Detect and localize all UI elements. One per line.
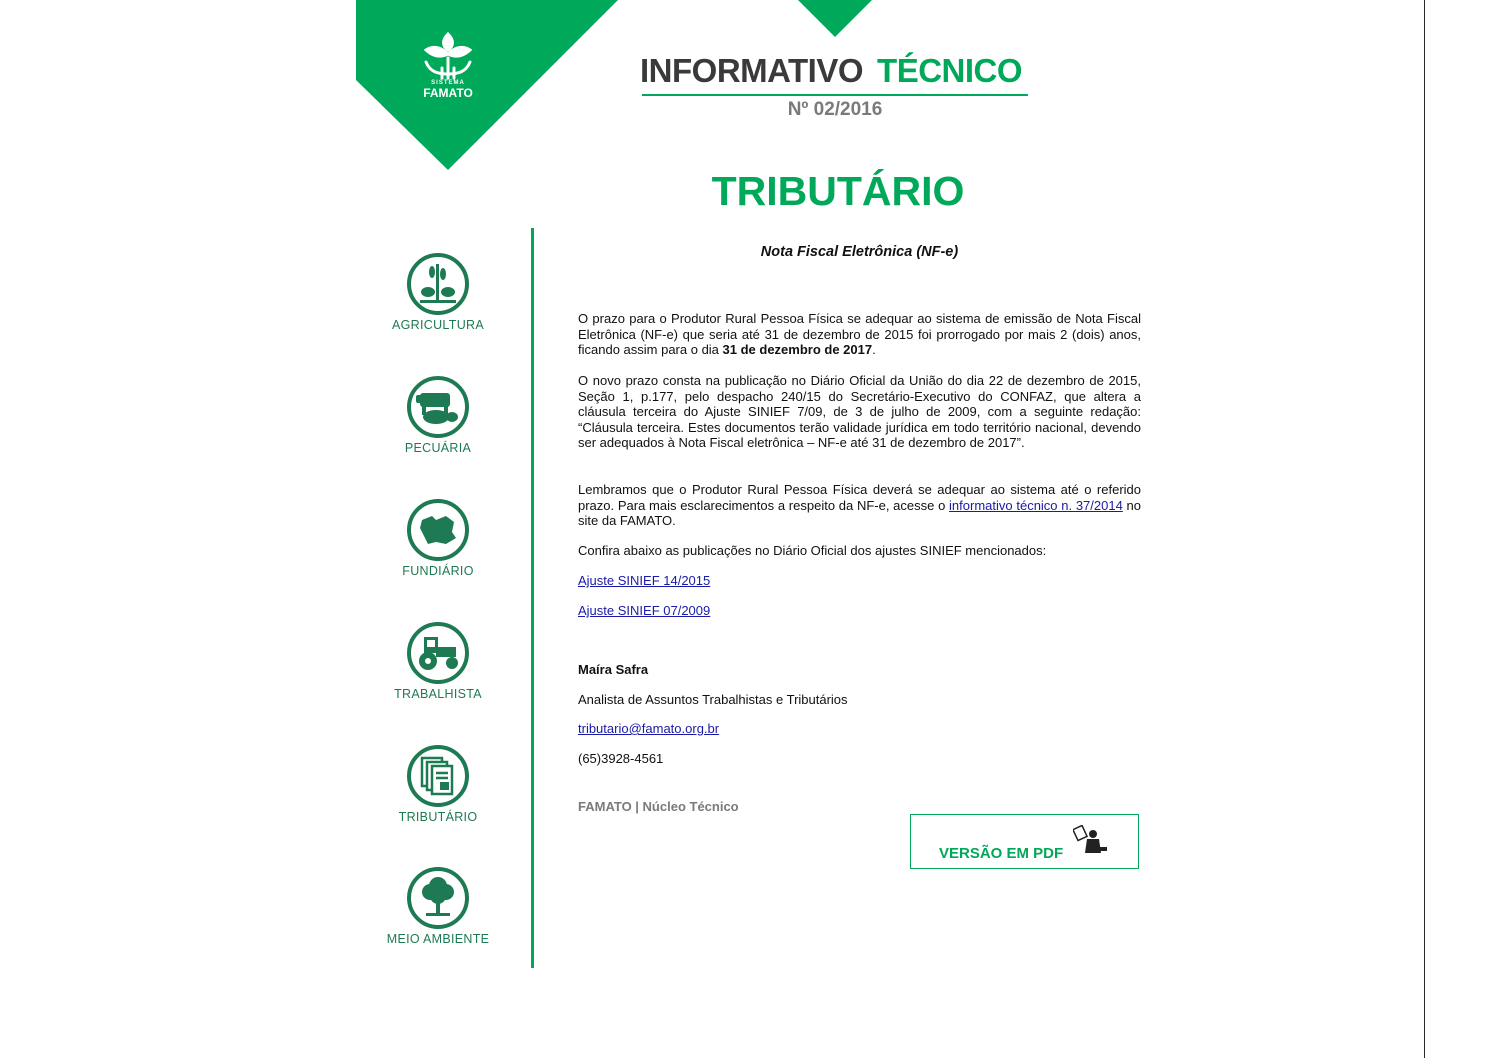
sinief-link-2-row [578,603,1141,619]
author-email-row [578,721,1141,737]
agriculture-icon [406,252,470,316]
category-label: FUNDIÁRIO [402,564,474,578]
author-role: Analista de Assuntos Trabalhistas e Tributários [578,692,848,707]
header-title [640,52,1030,90]
category-label: PECUÁRIA [404,441,472,455]
article-subtitle: Nota Fiscal Eletrônica (NF-e) [760,244,959,260]
page-edge-line [1424,0,1425,1058]
header-title-word1: INFORMATIVO [640,52,864,89]
category-agriculture[interactable] [378,252,498,332]
p2-text: O novo prazo consta na publicação no Diário Oficial da União do dia 22 de dezembro de 2015, Seção 1, p.177, pelo despacho 240/15 do Secretário-Executivo do CONFAZ, que altera a cláusula terceira do Ajuste SINIEF 7/09, de 3 de julho de 2009, com a seguinte redação: “Cláusula terceira. Estes documentos terão validade jurídica em todo território nacional, devendo ser adequados à Nota Fiscal eletrônica – NF-e até 31 de dezembro de 2017”. [578,373,1141,451]
sinief-14-2015-link[interactable]: Ajuste SINIEF 14/2015 [578,573,711,588]
p1-bold-date: 31 de dezembro de 2017 [722,342,873,358]
p1-text: O prazo para o Produtor Rural Pessoa Física se adequar ao sistema de emissão de Nota Fiscal Eletrônica (NF-e) que seria até 31 de dezembro de 2015 foi prorrogado por mais 2 (dois) anos, ficando assim para o dia [578,311,1141,358]
category-label: TRIBUTÁRIO [398,810,478,824]
category-label: MEIO AMBIENTE [386,932,490,946]
author-name: Maíra Safra [578,662,649,677]
category-label: TRABALHISTA [394,687,482,701]
informativo-link[interactable]: informativo técnico n. 37/2014 [949,497,1123,513]
p3-text: Lembramos que o Produtor Rural Pessoa Física deverá se adequar ao sistema até o referido prazo. Para mais esclarecimentos a respeito da NF-e, acesse o [578,482,1141,513]
article-paragraph-3 [578,482,1141,529]
article-paragraph-4: Confira abaixo as publicações no Diário Oficial dos ajustes SINIEF mencionados: [578,543,1047,558]
livestock-icon [406,375,470,439]
sinief-link-1-row [578,573,1141,589]
p3-end: no site da FAMATO. [578,497,1141,529]
pdf-reader-icon [1073,825,1109,857]
header-green-triangle [356,0,618,172]
tractor-icon [406,621,470,685]
p1-end: . [872,342,876,358]
author-email-link[interactable]: tributario@famato.org.br [578,721,720,736]
category-label: AGRICULTURA [392,318,484,332]
land-map-icon [406,498,470,562]
tree-icon [406,866,470,930]
category-labor[interactable] [378,621,498,701]
vertical-divider [531,228,534,968]
footer-note: FAMATO | Núcleo Técnico [578,799,739,814]
pdf-version-button[interactable] [910,814,1139,869]
category-livestock[interactable] [378,375,498,455]
category-tax[interactable] [378,744,498,824]
documents-icon [406,744,470,808]
logo-name: FAMATO [423,86,473,100]
header-number: Nº 02/2016 [787,99,883,120]
article-paragraph-1 [578,311,1141,358]
header-underline [642,94,1028,96]
category-land[interactable] [378,498,498,578]
sinief-07-2009-link[interactable]: Ajuste SINIEF 07/2009 [578,603,711,618]
author-phone: (65)3928-4561 [578,751,664,766]
logo-small-text: SISTEMA [431,80,465,86]
header-title-word2: TÉCNICO [877,52,1023,89]
category-environment[interactable] [378,866,498,946]
header-small-triangle [798,0,872,38]
section-title: TRIBUTÁRIO [711,168,965,214]
pdf-version-label: VERSÃO EM PDF [939,845,1064,862]
article-paragraph-2 [578,373,1141,451]
